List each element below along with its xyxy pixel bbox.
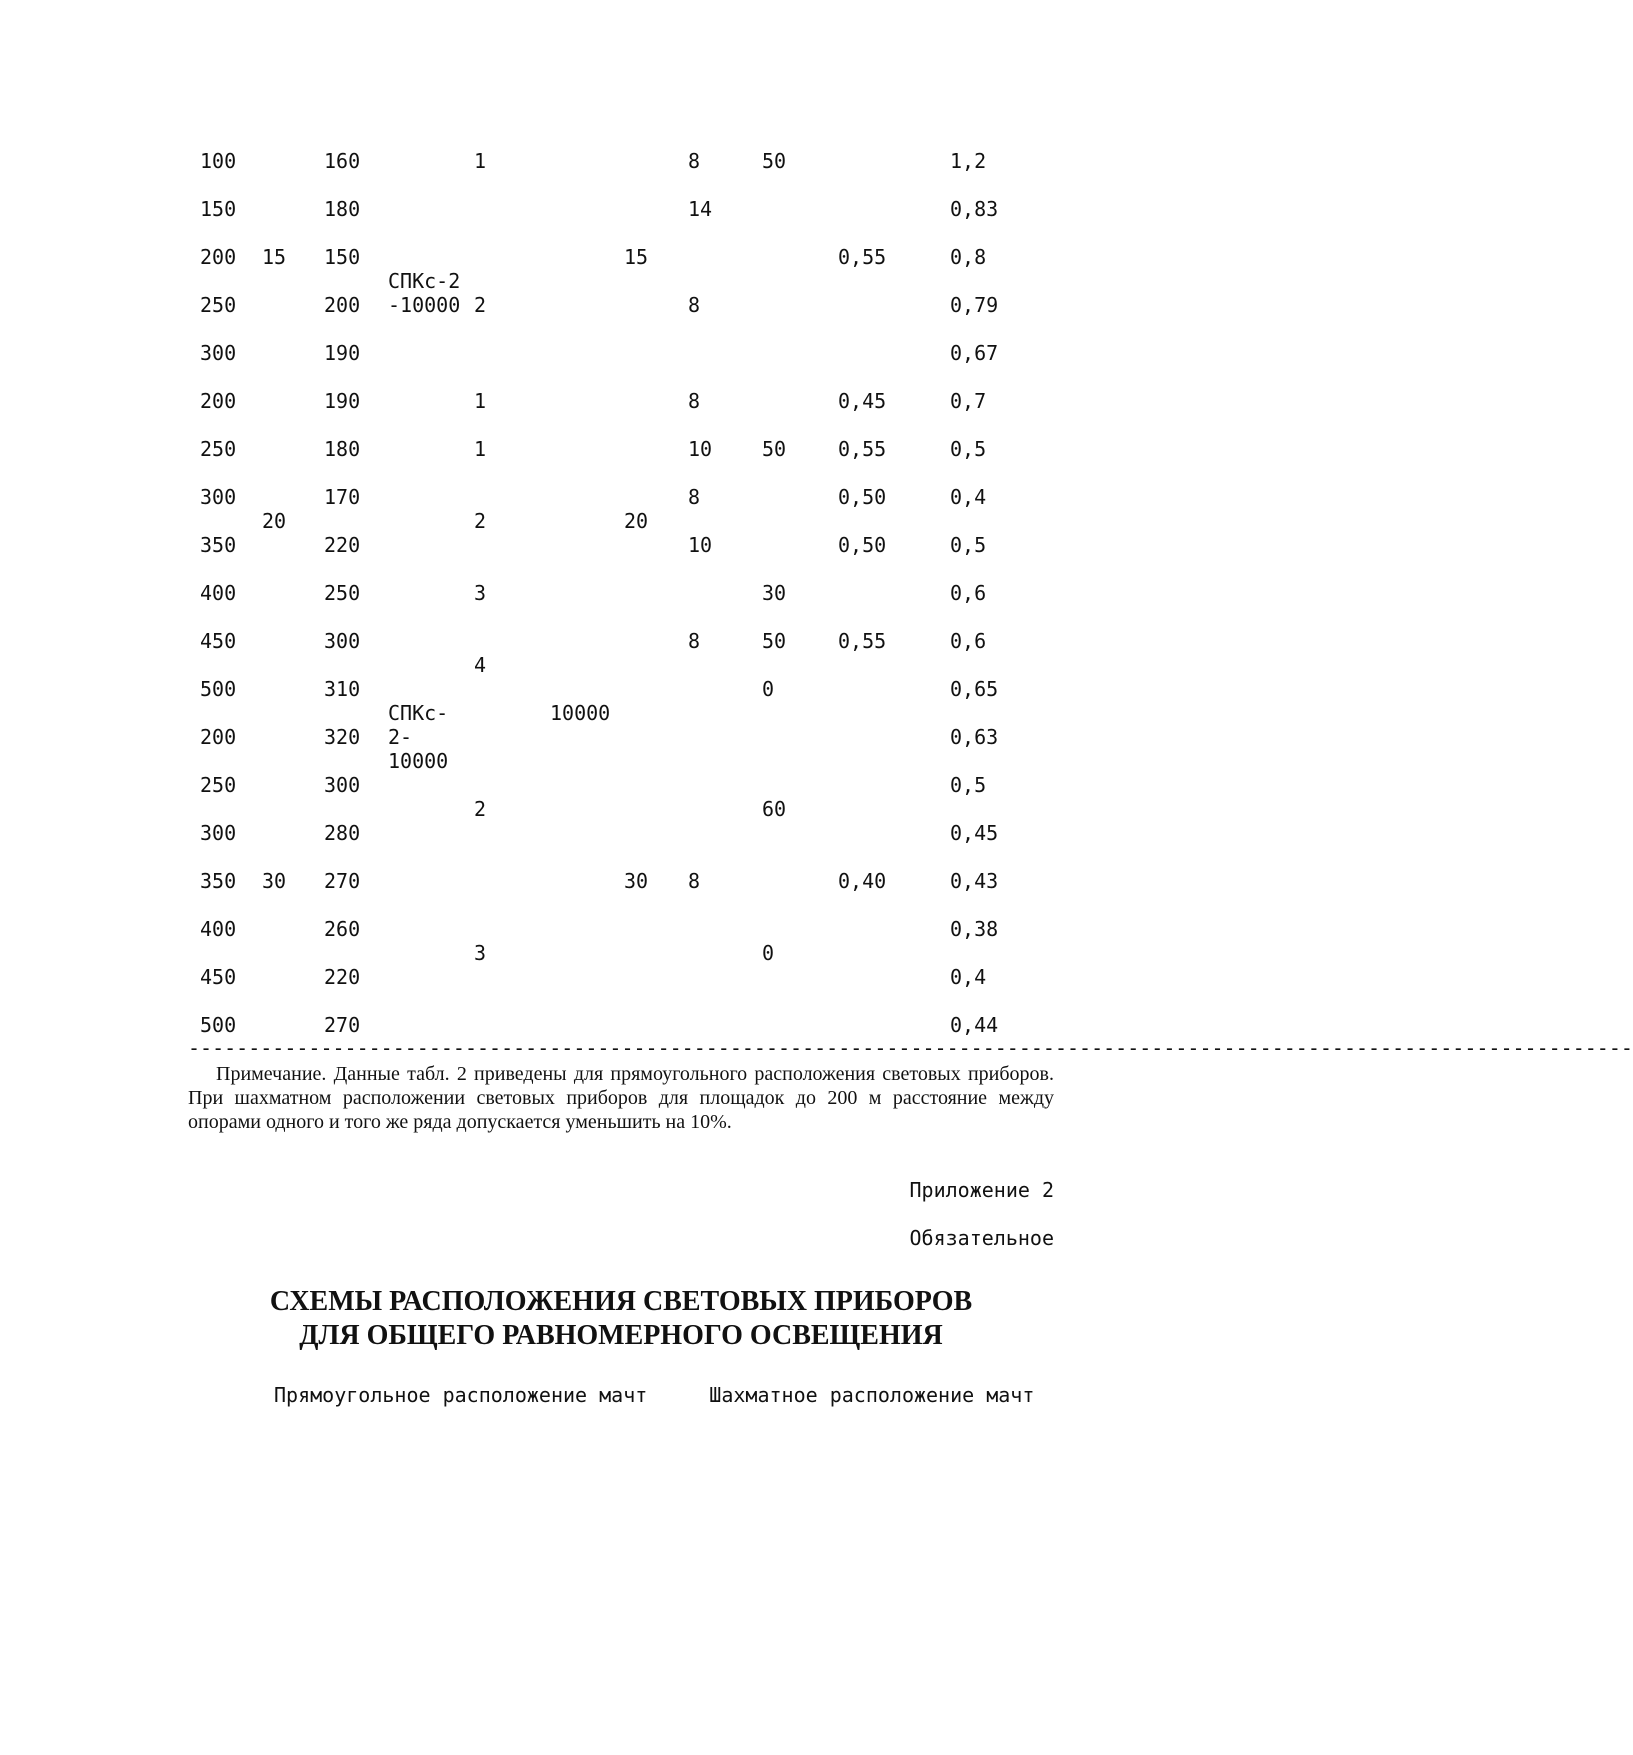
caption-rectangular: Прямоугольное расположение мачт: [274, 1383, 648, 1407]
table-cell: 0,6: [950, 629, 987, 653]
table-cell: 10000: [550, 701, 611, 725]
table-cell: 220: [324, 965, 361, 989]
table-cell: 0,4: [950, 485, 987, 509]
table-cell: 200: [200, 245, 237, 269]
table-cell: 20: [624, 509, 649, 533]
table-cell: 8: [688, 389, 701, 413]
caption-staggered: Шахматное расположение мачт: [709, 1383, 1035, 1407]
table-cell: 0,8: [950, 245, 987, 269]
table-cell: 2: [474, 797, 487, 821]
table-cell: 0,45: [950, 821, 999, 845]
table-cell: 0,67: [950, 341, 999, 365]
table-cell: 0,40: [838, 869, 887, 893]
table-note: Примечание. Данные табл. 2 приведены для прямоугольного расположения световых приборов. При шахматном расположении световых приборов для площадок до 200 м расстояние между опорами одного и того же ряда допускается уменьшить на 10%.: [188, 1063, 1054, 1133]
table-cell: 8: [688, 485, 701, 509]
table-cell: 180: [324, 197, 361, 221]
table-cell: 0,63: [950, 725, 999, 749]
table-cell: 400: [200, 917, 237, 941]
table-cell: 300: [324, 629, 361, 653]
section-title-line-2: ДЛЯ ОБЩЕГО РАВНОМЕРНОГО ОСВЕЩЕНИЯ: [299, 1320, 943, 1351]
table-cell: 310: [324, 677, 361, 701]
table-cell: 250: [200, 437, 237, 461]
table-cell: 0,4: [950, 965, 987, 989]
table-cell: 250: [200, 293, 237, 317]
table-cell: 0,55: [838, 245, 887, 269]
table-cell: 8: [688, 629, 701, 653]
table-cell: 30: [624, 869, 649, 893]
table-cell: 1,2: [950, 149, 987, 173]
table-cell: 1: [474, 149, 487, 173]
table-cell: 0,43: [950, 869, 999, 893]
table-cell: 200: [324, 293, 361, 317]
table-cell: 260: [324, 917, 361, 941]
table-cell: 0,55: [838, 629, 887, 653]
table-cell: 1: [474, 437, 487, 461]
table-cell: 0,38: [950, 917, 999, 941]
table-cell: 350: [200, 533, 237, 557]
table-cell: 3: [474, 581, 487, 605]
table-cell: 8: [688, 869, 701, 893]
table-cell: 8: [688, 149, 701, 173]
table-cell: СПКс- 2- 10000: [388, 701, 449, 773]
table-cell: 270: [324, 869, 361, 893]
table-cell: 50: [762, 437, 787, 461]
table-cell: 450: [200, 965, 237, 989]
table-cell: 50: [762, 629, 787, 653]
section-title: [188, 1285, 1054, 1353]
table-cell: 14: [688, 197, 713, 221]
table-cell: 0,44: [950, 1013, 999, 1037]
appendix-number: Приложение 2: [909, 1178, 1054, 1202]
table-cell: 0,5: [950, 533, 987, 557]
table-cell: 4: [474, 653, 487, 677]
table-cell: 170: [324, 485, 361, 509]
table-cell: 0: [762, 941, 775, 965]
table-cell: 50: [762, 149, 787, 173]
table-cell: 30: [262, 869, 287, 893]
table-cell: 270: [324, 1013, 361, 1037]
table-cell: 10: [688, 533, 713, 557]
table-cell: 0,5: [950, 773, 987, 797]
table-cell: 0,83: [950, 197, 999, 221]
table-cell: 15: [624, 245, 649, 269]
table-cell: 0,55: [838, 437, 887, 461]
table-cell: 500: [200, 677, 237, 701]
table-cell: 450: [200, 629, 237, 653]
table-cell: 280: [324, 821, 361, 845]
table-cell: 350: [200, 869, 237, 893]
table-cell: 15: [262, 245, 287, 269]
table-cell: 190: [324, 389, 361, 413]
table-cell: 2: [474, 509, 487, 533]
table-cell: 0,65: [950, 677, 999, 701]
table-cell: 8: [688, 293, 701, 317]
table-cell: 250: [324, 581, 361, 605]
table-cell: 320: [324, 725, 361, 749]
table-cell: СПКс-2 -10000: [388, 269, 461, 317]
table-bottom-separator: ------------------------------------------------------------------------------------------------------------------------: [188, 1036, 1633, 1060]
table-cell: 400: [200, 581, 237, 605]
table-cell: 300: [200, 485, 237, 509]
table-cell: 0,45: [838, 389, 887, 413]
table-cell: 0,5: [950, 437, 987, 461]
diagram-captions: [188, 1383, 1054, 1407]
table-cell: 0,7: [950, 389, 987, 413]
table-cell: 150: [324, 245, 361, 269]
table-cell: 160: [324, 149, 361, 173]
table-cell: 0,50: [838, 485, 887, 509]
table-cell: 20: [262, 509, 287, 533]
table-cell: 0,6: [950, 581, 987, 605]
table-cell: 0,79: [950, 293, 999, 317]
table-cell: 180: [324, 437, 361, 461]
table-cell: 200: [200, 389, 237, 413]
section-title-line-1: СХЕМЫ РАСПОЛОЖЕНИЯ СВЕТОВЫХ ПРИБОРОВ: [269, 1286, 973, 1317]
table-cell: 100: [200, 149, 237, 173]
table-cell: 30: [762, 581, 787, 605]
table-cell: 0,50: [838, 533, 887, 557]
table-cell: 200: [200, 725, 237, 749]
table-cell: 150: [200, 197, 237, 221]
table-cell: 0: [762, 677, 775, 701]
table-cell: 190: [324, 341, 361, 365]
table-cell: 300: [324, 773, 361, 797]
table-cell: 300: [200, 341, 237, 365]
table-cell: 300: [200, 821, 237, 845]
table-cell: 220: [324, 533, 361, 557]
table-cell: 3: [474, 941, 487, 965]
table-cell: 1: [474, 389, 487, 413]
table-cell: 250: [200, 773, 237, 797]
table-cell: 500: [200, 1013, 237, 1037]
table-cell: 60: [762, 797, 787, 821]
table-cell: 10: [688, 437, 713, 461]
appendix-status: Обязательное: [909, 1226, 1054, 1250]
table-cell: 2: [474, 293, 487, 317]
